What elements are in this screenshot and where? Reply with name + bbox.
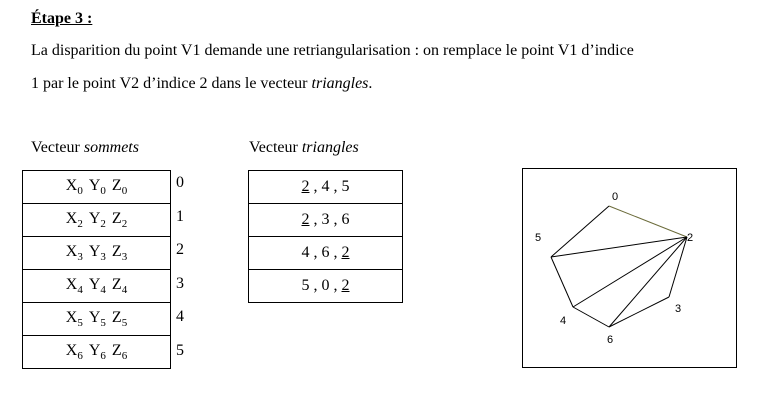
separator: , [309,178,322,195]
triangles-cell [249,270,403,303]
coord-subscript: 6 [100,350,106,363]
vertex-index: 5 [301,277,310,294]
coord-subscript: 0 [77,185,83,198]
triangles-caption-prefix: Vecteur [249,139,302,156]
coord-letter: Y [88,209,101,227]
paragraph-line-2-prefix: 1 par le point V2 d’indice 2 dans le vecteur [31,75,312,92]
coord-letter: Z [111,308,122,326]
vertex-label-2: 2 [687,232,694,244]
edge-4-2 [573,237,687,307]
triangles-caption-italic: triangles [301,139,359,156]
coord-z [111,176,128,198]
vertex-label-6: 6 [607,334,614,346]
sommets-index: 2 [176,241,184,258]
sommets-index: 4 [176,308,184,325]
triangulation-diagram [523,169,736,367]
sommets-cell [23,303,171,336]
sommets-table [22,170,171,369]
coord-y [88,176,106,198]
coord-x [65,308,83,330]
vertex-index: 6 [321,244,330,261]
triangles-caption [249,139,359,157]
coord-letter: X [65,209,78,227]
sommets-cell [23,171,171,204]
coord-subscript: 0 [100,185,106,198]
vertex-index: 4 [321,178,330,195]
coord-subscript: 2 [100,218,106,231]
coord-subscript: 2 [77,218,83,231]
vertex-index: 0 [321,277,330,294]
coord-letter: Y [88,308,101,326]
coord-y [88,209,106,231]
coord-x [65,176,83,198]
coord-letter: Y [88,176,101,194]
coord-letter: Z [111,176,122,194]
coord-letter: Z [111,242,122,260]
coord-z [111,308,128,330]
vertex-label-5: 5 [535,232,542,244]
coord-y [88,275,106,297]
edge-6-3 [609,297,669,327]
sommets-row [23,237,171,270]
vertex-index: 2 [301,211,310,228]
coord-letter: X [65,176,78,194]
sommets-cell [23,204,171,237]
sommets-cell [23,336,171,369]
edge-0-2 [609,206,687,237]
coord-letter: X [65,341,78,359]
coord-subscript: 5 [100,317,106,330]
coord-subscript: 3 [100,251,106,264]
sommets-caption [31,139,139,157]
triangles-row [249,270,403,303]
vertex-index: 6 [341,211,350,228]
sommets-row [23,171,171,204]
coord-letter: Z [111,275,122,293]
coord-z [111,209,128,231]
step-heading: Étape 3 : [31,10,93,27]
separator: , [309,244,322,261]
separator: , [309,211,322,228]
sommets-index: 1 [176,207,184,225]
separator: , [329,277,342,294]
coord-letter: Y [88,341,101,359]
vertex-label-3: 3 [675,303,682,315]
separator: , [329,178,342,195]
vertex-index: 3 [321,211,330,228]
coord-letter: X [65,242,78,260]
triangles-cell [249,204,403,237]
sommets-row [23,336,171,369]
coord-letter: Z [111,209,122,227]
triangles-row [249,237,403,270]
coord-x [65,341,83,363]
coord-subscript: 2 [121,218,128,231]
triangles-cell [249,171,403,204]
coord-subscript: 3 [77,251,83,264]
vertex-index: 4 [301,244,310,261]
coord-y [88,242,106,264]
sommets-caption-italic: sommets [83,139,139,156]
paragraph-line-2-suffix: . [368,75,373,92]
coord-letter: X [65,308,78,326]
edge-4-6 [573,307,609,327]
coord-subscript: 5 [77,317,83,330]
vertex-index: 2 [341,277,350,294]
coord-z [111,341,128,363]
coord-x [65,242,83,264]
coord-subscript: 4 [100,284,106,297]
separator: , [309,277,322,294]
edge-5-2 [551,237,687,257]
coord-letter: Y [88,275,101,293]
sommets-caption-prefix: Vecteur [31,139,84,156]
sommets-index: 0 [176,174,184,191]
edge-5-4 [551,257,573,307]
coord-subscript: 5 [121,317,128,330]
coord-letter: Z [111,341,122,359]
sommets-row [23,204,171,237]
coord-x [65,275,83,297]
sommets-index: 5 [176,341,184,359]
separator: , [329,211,342,228]
triangles-row [249,204,403,237]
sommets-index: 3 [176,274,184,292]
coord-letter: X [65,275,78,293]
triangles-table [248,170,403,303]
sommets-cell [23,237,171,270]
coord-subscript: 4 [121,284,128,297]
sommets-cell [23,270,171,303]
coord-subscript: 6 [121,350,128,363]
coord-x [65,209,83,231]
sommets-row [23,303,171,336]
coord-subscript: 3 [121,251,128,264]
paragraph-line-2-italic: triangles [311,75,369,92]
coord-letter: Y [88,242,101,260]
triangulation-figure [522,168,737,368]
vertex-index: 5 [341,178,350,195]
coord-subscript: 4 [77,284,83,297]
vertex-label-4: 4 [560,315,567,327]
triangles-cell [249,237,403,270]
paragraph-line-1: La disparition du point V1 demande une retriangularisation : on remplace le point V1 d’indice [31,42,634,59]
sommets-row [23,270,171,303]
triangles-row [249,171,403,204]
coord-z [111,242,128,264]
coord-subscript: 6 [77,350,83,363]
paragraph-line-2 [31,75,372,93]
coord-subscript: 0 [121,185,128,198]
separator: , [329,244,342,261]
vertex-label-0: 0 [612,191,619,203]
coord-y [88,308,106,330]
coord-y [88,341,106,363]
vertex-index: 2 [301,178,310,195]
coord-z [111,275,128,297]
vertex-index: 2 [341,244,350,261]
